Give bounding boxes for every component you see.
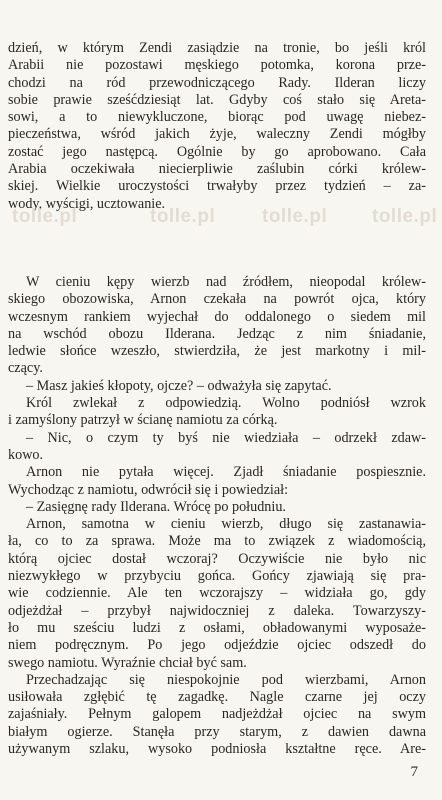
watermark: tolle.pl [262, 206, 328, 227]
text-line: Arnon nie pytała więcej. Zjadł śniadanie pospiesznie. [26, 464, 426, 481]
text-line: – Zasięgnę rady Ilderana. Wrócę po południu. [26, 498, 286, 515]
text-line: kowo. [8, 446, 44, 463]
text-line: wody, wyścigi, ucztowanie. [8, 195, 166, 212]
text-line: Arabii nie pozostawi męskiego potomka, korona prze- [8, 57, 426, 74]
text-line: ledwie słońce wzeszło, stwierdziła, że jest markotny i mil- [8, 343, 426, 360]
text-line: zostać jego następcą. Ogólnie by go aprobowano. Cała [8, 143, 426, 160]
text-line: swego namiotu. Wyraźnie chciał być sam. [8, 654, 247, 671]
text-line: którą ojciec dostał wczoraj? Oczywiście nie było nic [8, 550, 426, 567]
paragraph-1 [8, 40, 426, 213]
text-line: ła, co to za sprawa. Może ma to związek z wiadomością, [8, 533, 426, 550]
text-line: usiłowała zgłębić tę zagadkę. Nagle czarne jej oczy [8, 689, 426, 706]
text-line: wie codziennie. Ale ten wczorajszy – widziała go, gdy [8, 585, 426, 602]
text-line: skiej. Wielkie uroczystości trwałyby przez tydzień – za- [8, 178, 426, 195]
text-line: sowi, a to niewykluczone, biorąc pod uwagę niebez- [8, 109, 426, 126]
watermark: tolle.pl [12, 206, 78, 227]
text-line: używanym szlaku, wysoko podniosła kształtne ręce. Are- [8, 741, 426, 758]
text-line: Wychodząc z namiotu, odwrócił się i powiedział: [8, 481, 289, 498]
text-line: odjeżdżał – przybył najwidoczniej z daleka. Towarzyszy- [8, 602, 426, 619]
page-number: 7 [410, 764, 418, 780]
text-line: pieczeństwa, wśród jakich żyje, waleczny Zendi mógłby [8, 126, 426, 143]
body-text [8, 274, 426, 758]
text-line: Arnon, samotna w cieniu wierzb, długo się zastanawia- [26, 516, 426, 533]
text-line: – Nic, o czym ty byś nie wiedziała – odrzekł zdaw- [26, 429, 426, 446]
text-line: – Masz jakieś kłopoty, ojcze? – odważyła się zapytać. [26, 377, 332, 394]
watermark: tolle.pl [150, 206, 216, 227]
text-line: czący. [8, 360, 43, 377]
text-line: Arabia oczekiwała niecierpliwie zaślubin córki królew- [8, 161, 426, 178]
text-line: sobie prawie sześćdziesiąt lat. Gdyby coś stało się Areta- [8, 91, 426, 108]
text-line: skiego obozowiska, Arnon czekała na powrót ojca, który [8, 291, 426, 308]
text-line: i zamyślony patrzył w ścianę namiotu za córką. [8, 412, 278, 429]
watermark: tolle.pl [372, 206, 438, 227]
text-line: Przechadzając się niespokojnie pod wierzbami, Arnon [26, 671, 426, 688]
text-line: zajaśniały. Pełnym galopem nadjeżdżał ojciec na swym [8, 706, 426, 723]
text-line: chodzi na ród przewodniczącego Rady. Ilderan liczy [8, 74, 426, 91]
text-line: na wschód obozu Ilderana. Jedząc z nim śniadanie, [8, 325, 426, 342]
text-line: W cieniu kępy wierzb nad źródłem, nieopodal królew- [26, 274, 426, 290]
text-line: niezwykłego w przybyciu gońca. Gońcy zjawiają się pra- [8, 568, 426, 585]
text-line: dzień, w którym Zendi zasiądzie na tronie, bo jeśli król [8, 40, 426, 56]
text-line: Król zwlekał z odpowiedzią. Wolno podniósł wzrok [26, 395, 426, 412]
text-line: białym ogierze. Stanęła przy starym, z dawien dawna [8, 723, 426, 740]
text-line: wczesnym rankiem wyjechał do oddalonego o siedem mil [8, 308, 426, 325]
text-line: niem podręcznym. Po jego odjeździe ojciec odszedł do [8, 637, 426, 654]
text-line: ło mu sześciu ludzi z osłami, obładowanymi wyposaże- [8, 619, 426, 636]
